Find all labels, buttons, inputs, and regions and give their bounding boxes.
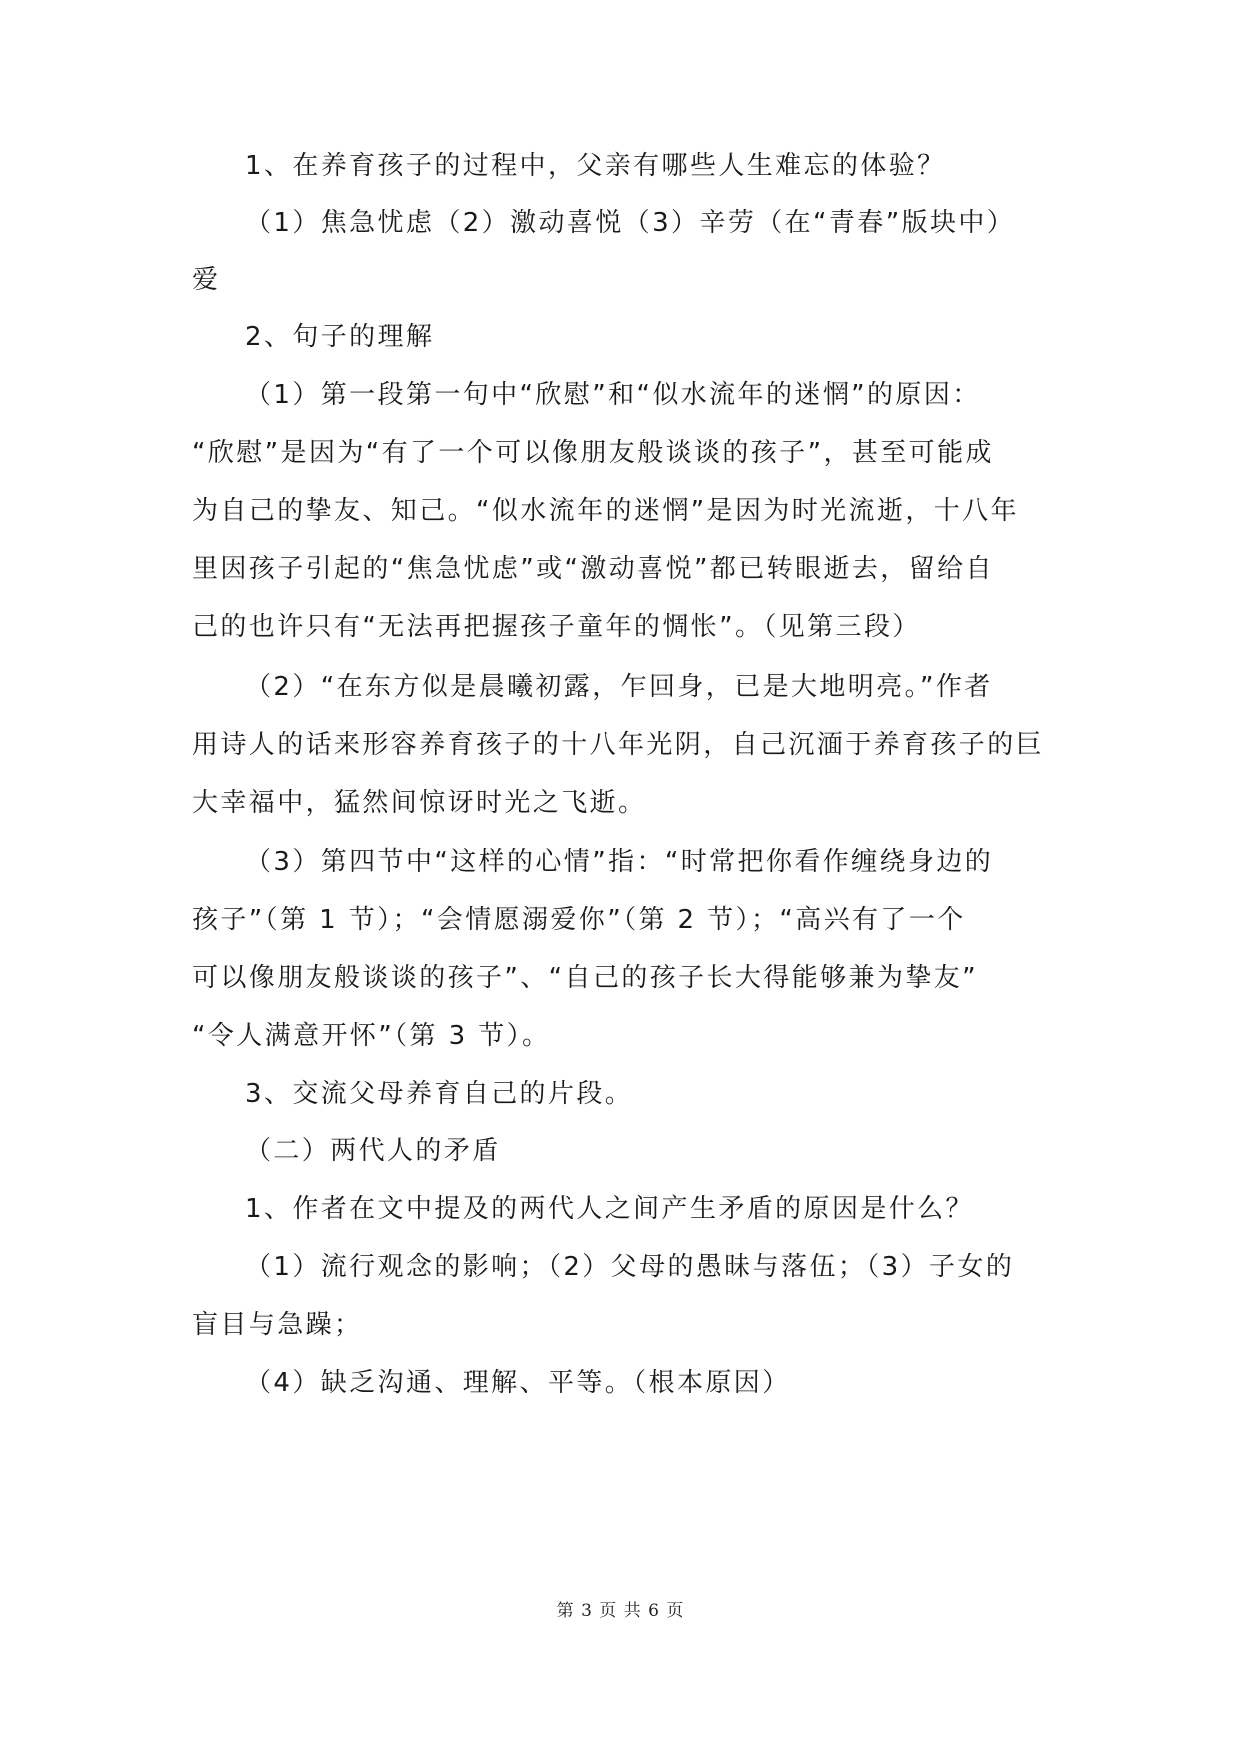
body-line: 己的也许只有“无法再把握孩子童年的惆怅”。（见第三段）	[192, 612, 921, 642]
body-line: （1）流行观念的影响；（2）父母的愚昧与落伍；（3）子女的	[245, 1252, 1015, 1282]
body-line: （4）缺乏沟通、理解、平等。（根本原因）	[245, 1368, 791, 1398]
body-line: （2）“在东方似是晨曦初露，乍回身，已是大地明亮。”作者	[245, 672, 993, 702]
page-footer: 第 3 页 共 6 页	[556, 1601, 685, 1621]
body-line: 3、交流父母养育自己的片段。	[245, 1079, 634, 1109]
body-line: 爱	[192, 265, 221, 295]
body-line: 大幸福中，猛然间惊讶时光之飞逝。	[192, 788, 647, 818]
body-line: 盲目与急躁；	[192, 1310, 363, 1340]
body-line: 1、在养育孩子的过程中，父亲有哪些人生难忘的体验？	[245, 151, 946, 181]
body-line: （二）两代人的矛盾	[245, 1136, 501, 1166]
body-line: “欣慰”是因为“有了一个可以像朋友般谈谈的孩子”，甚至可能成	[192, 438, 994, 468]
body-line: 2、句子的理解	[245, 322, 435, 352]
body-line: 可以像朋友般谈谈的孩子”、“自己的孩子长大得能够兼为挚友”	[192, 963, 979, 993]
body-line: 里因孩子引起的“焦急忧虑”或“激动喜悦”都已转眼逝去，留给自	[192, 554, 994, 584]
body-line: 为自己的挚友、知己。“似水流年的迷惘”是因为时光流逝，十八年	[192, 496, 1019, 526]
body-line: 1、作者在文中提及的两代人之间产生矛盾的原因是什么？	[245, 1194, 974, 1224]
body-line: 孩子”（第 1 节）；“会情愿溺爱你”（第 2 节）；“高兴有了一个	[192, 905, 966, 935]
body-line: （1）第一段第一句中“欣慰”和“似水流年的迷惘”的原因：	[245, 380, 981, 410]
body-line: “令人满意开怀”（第 3 节）。	[192, 1021, 551, 1051]
body-line: 用诗人的话来形容养育孩子的十八年光阴，自己沉湎于养育孩子的巨	[192, 730, 1045, 760]
body-line: （1）焦急忧虑（2）激动喜悦（3）辛劳（在“青春”版块中）	[245, 208, 1016, 238]
body-line: （3）第四节中“这样的心情”指：“时常把你看作缠绕身边的	[245, 847, 994, 877]
